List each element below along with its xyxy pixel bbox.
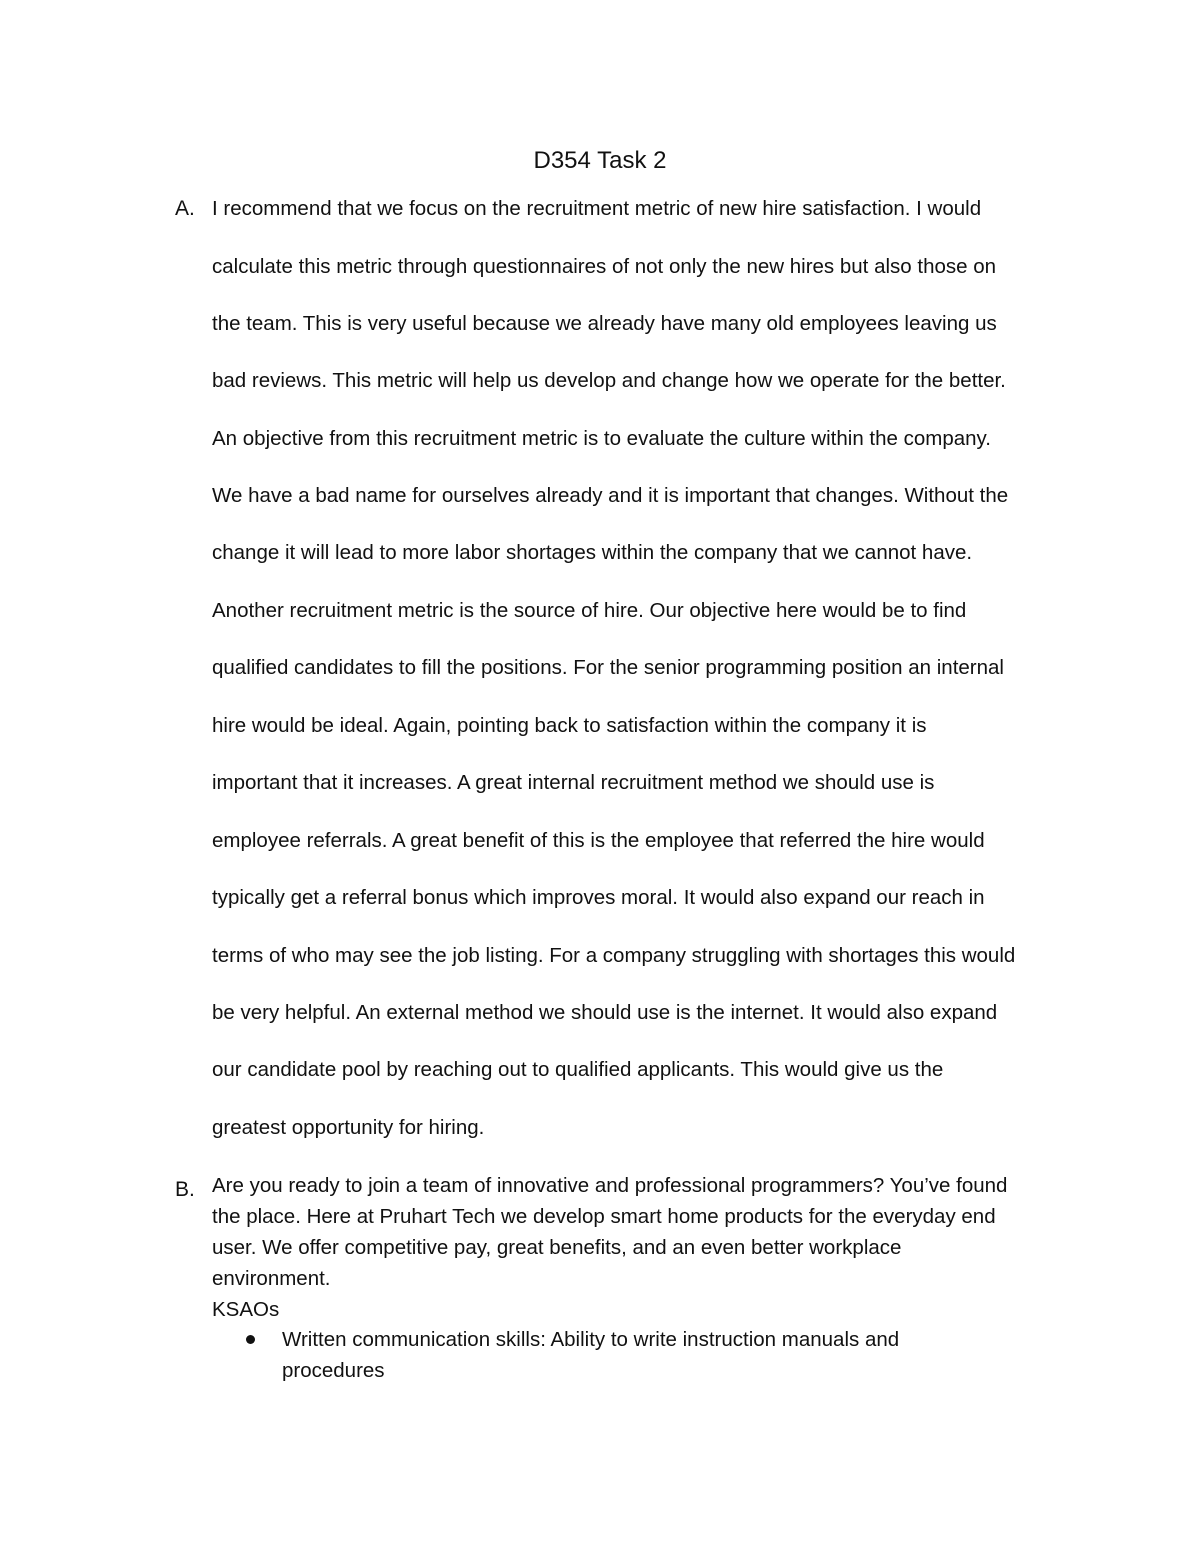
paragraph-line: terms of who may see the job listing. For a company struggling with shortages this would xyxy=(212,944,1016,967)
document-title: D354 Task 2 xyxy=(533,147,667,174)
paragraph-line: We have a bad name for ourselves already and it is important that changes. Without the xyxy=(212,484,1009,507)
paragraph-line: Are you ready to join a team of innovative and professional programmers? You’ve found xyxy=(212,1174,1008,1197)
paragraph-line: calculate this metric through questionnaires of not only the new hires but also those on xyxy=(212,255,997,278)
ksaos-heading: KSAOs xyxy=(212,1298,280,1321)
paragraph-line: important that it increases. A great internal recruitment method we should use is xyxy=(212,771,935,794)
paragraph-line: I recommend that we focus on the recruitment metric of new hire satisfaction. I would xyxy=(212,197,982,220)
paragraph-line: bad reviews. This metric will help us develop and change how we operate for the better. xyxy=(212,369,1006,392)
list-item-line: Written communication skills: Ability to write instruction manuals and xyxy=(282,1328,900,1351)
paragraph-line: change it will lead to more labor shortages within the company that we cannot have. xyxy=(212,541,973,564)
paragraph-line: our candidate pool by reaching out to qualified applicants. This would give us the xyxy=(212,1058,944,1081)
section-b-marker: B. xyxy=(175,1178,195,1201)
paragraph-line: greatest opportunity for hiring. xyxy=(212,1116,485,1139)
list-item-line: procedures xyxy=(282,1359,385,1382)
paragraph-line: user. We offer competitive pay, great benefits, and an even better workplace xyxy=(212,1236,902,1259)
paragraph-line: the place. Here at Pruhart Tech we develop smart home products for the everyday end xyxy=(212,1205,996,1228)
paragraph-line: typically get a referral bonus which improves moral. It would also expand our reach in xyxy=(212,886,985,909)
paragraph-line: An objective from this recruitment metric is to evaluate the culture within the company. xyxy=(212,427,991,450)
bullet-icon xyxy=(246,1335,255,1344)
section-a-marker: A. xyxy=(175,197,195,220)
paragraph-line: qualified candidates to fill the positions. For the senior programming position an internal xyxy=(212,656,1004,679)
paragraph-line: environment. xyxy=(212,1267,331,1290)
paragraph-line: hire would be ideal. Again, pointing back to satisfaction within the company it is xyxy=(212,714,927,737)
paragraph-line: be very helpful. An external method we should use is the internet. It would also expand xyxy=(212,1001,998,1024)
paragraph-line: Another recruitment metric is the source of hire. Our objective here would be to find xyxy=(212,599,967,622)
paragraph-line: the team. This is very useful because we already have many old employees leaving us xyxy=(212,312,997,335)
paragraph-line: employee referrals. A great benefit of this is the employee that referred the hire would xyxy=(212,829,985,852)
